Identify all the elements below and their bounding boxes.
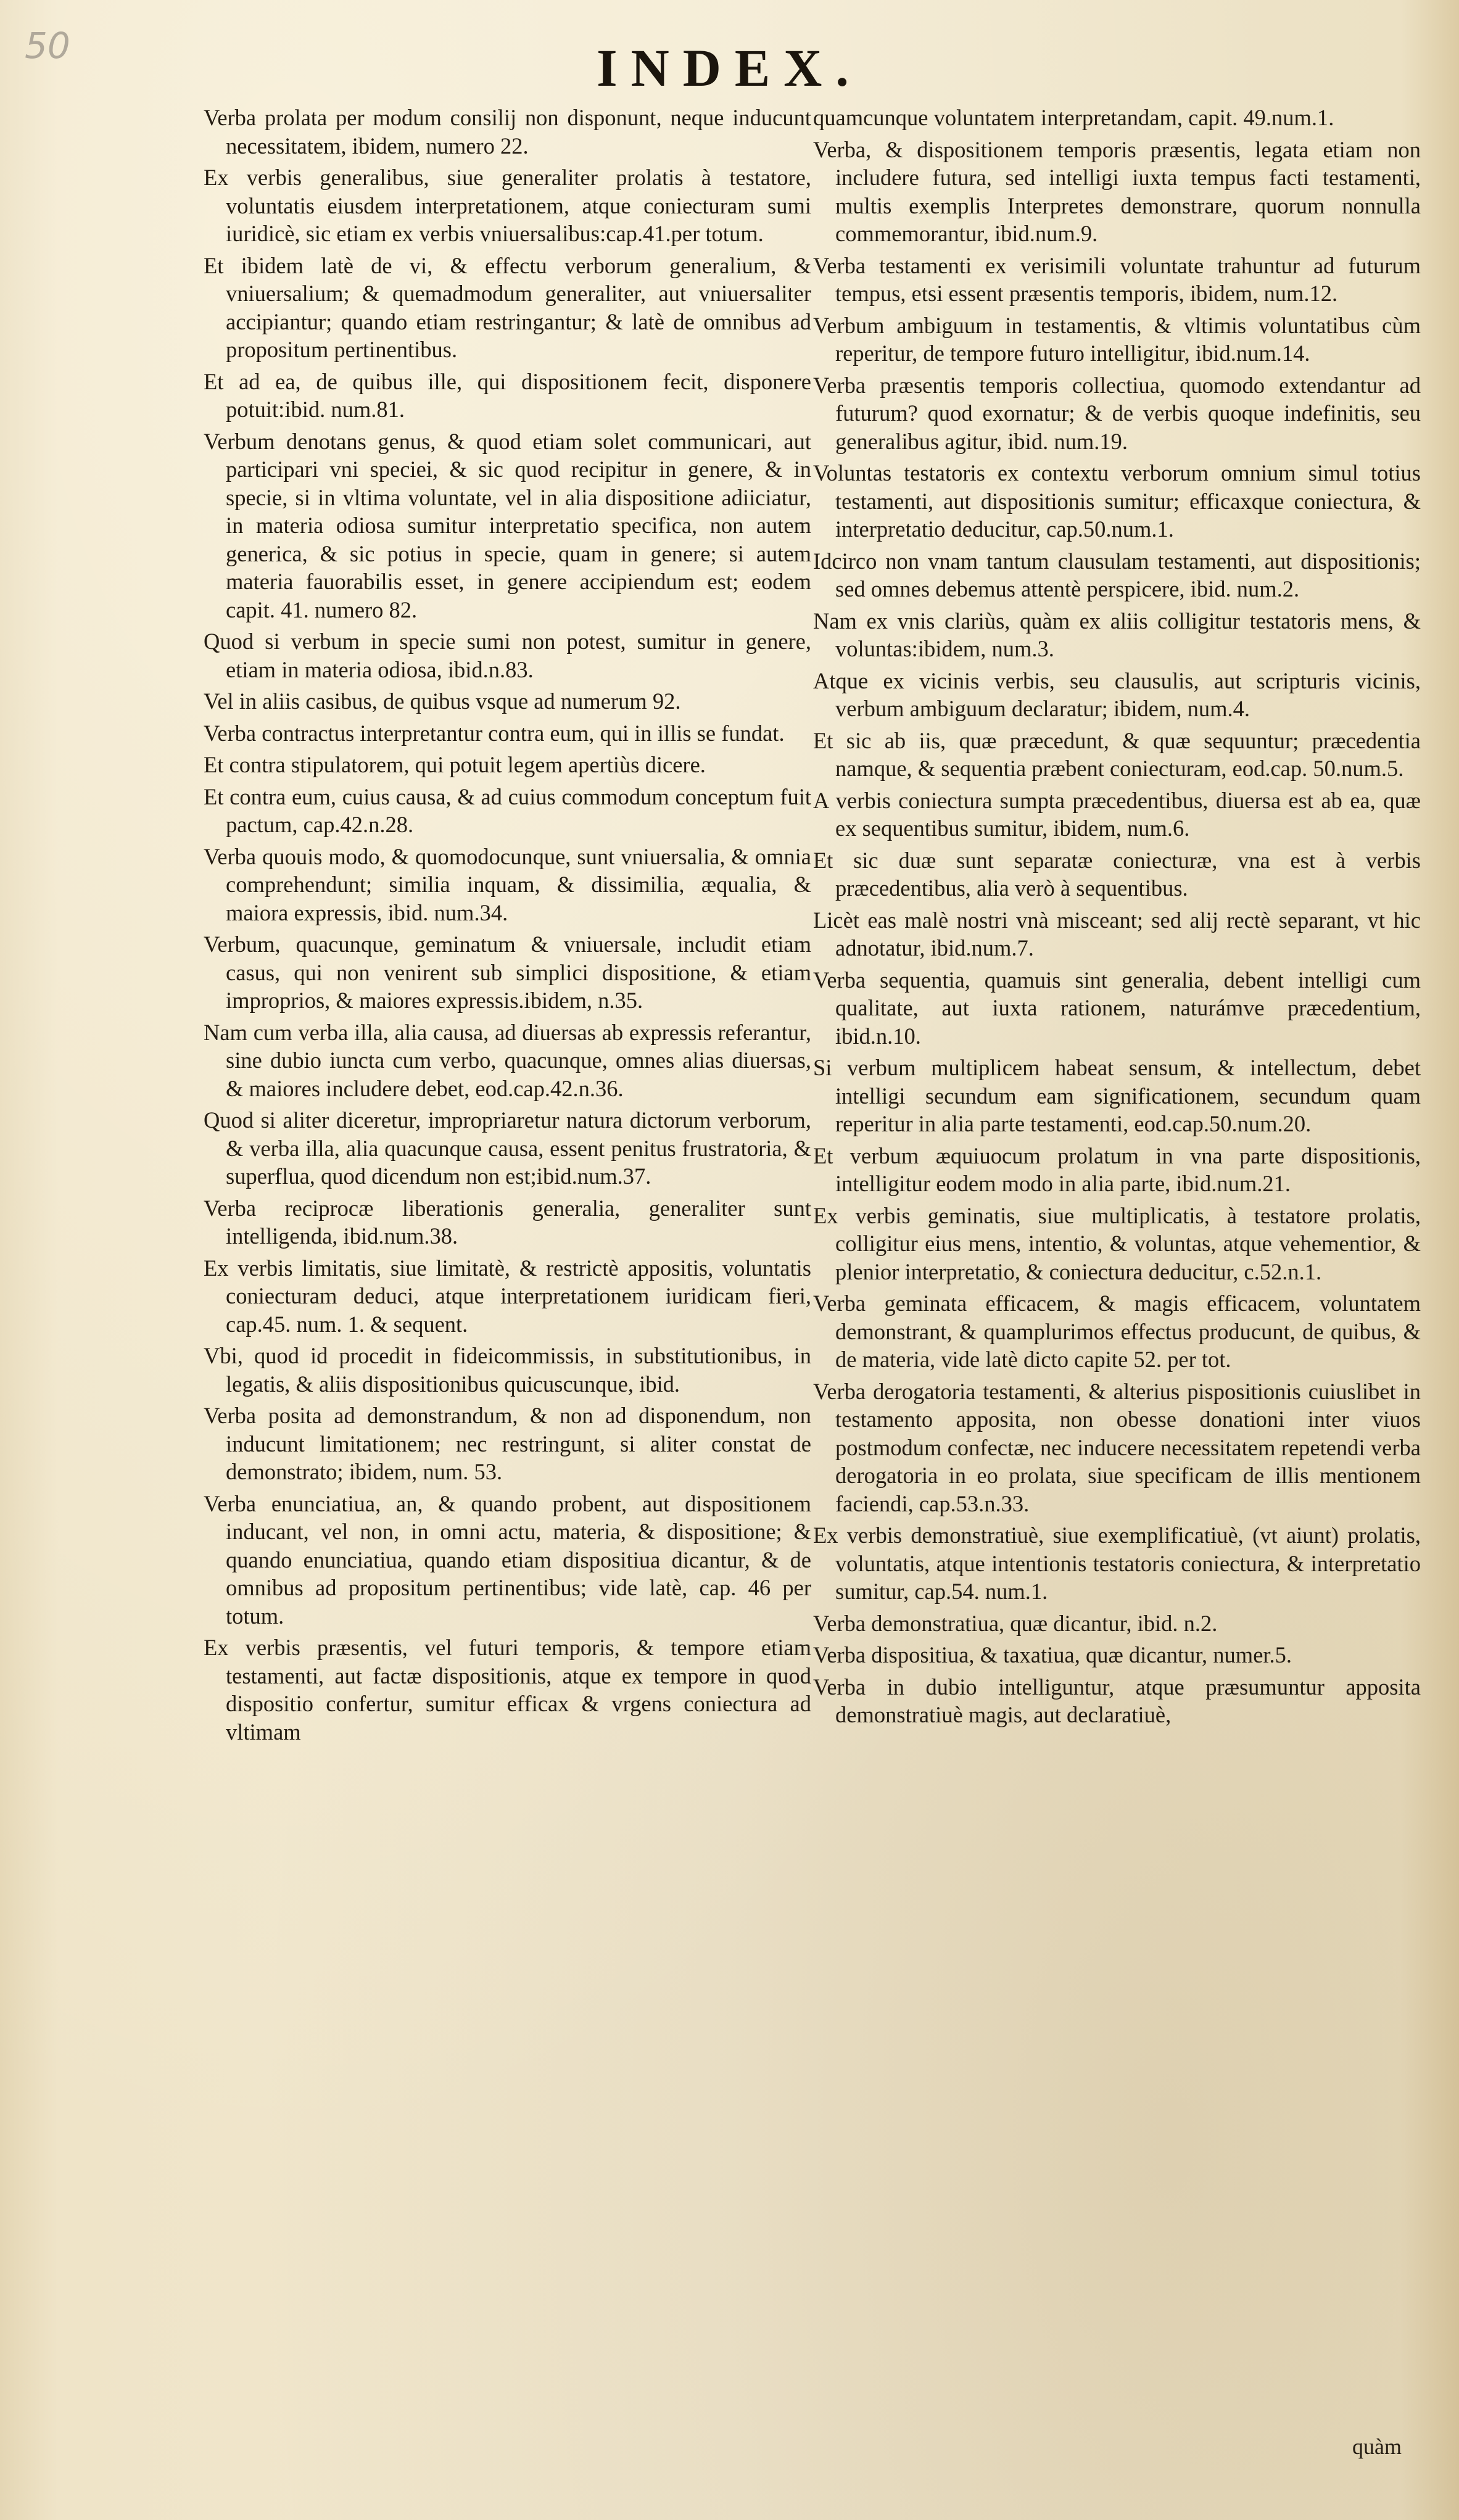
index-entry: Vel in aliis casibus, de quibus vsque ad numerum 92. — [204, 688, 681, 714]
index-entry: Ex verbis generalibus, siue generaliter prolatis à testatore, voluntatis eiusdem interpretationem, atque coniecturam sumi iuridicè, sic etiam ex verbis vniuersalibus:cap.41.per totum. — [204, 165, 811, 246]
index-entry: Verba quouis modo, & quomodocunque, sunt vniuersalia, & omnia comprehendunt; similia inquam, & dissimilia, æqualia, & maiora expressis, ibid. num.34. — [204, 843, 811, 925]
index-entry: quamcunque voluntatem interpretandam, capit. 49.num.1. — [813, 105, 1334, 130]
index-entry: Si verbum multiplicem habeat sensum, & intellectum, debet intelligi secundum eam significationem, secundum quam reperitur in alia parte testamenti, eod.cap.50.num.20. — [813, 1055, 1421, 1136]
index-entry: Ex verbis geminatis, siue multiplicatis, à testatore prolatis, colligitur eius mens, intentio, & voluntas, atque vehementior, & plenior interpretatio, & coniectura deducitur, c.52.n.1. — [813, 1202, 1421, 1284]
index-entry: Et contra stipulatorem, qui potuit legem apertiùs dicere. — [204, 752, 706, 777]
index-entry: Et sic ab iis, quæ præcedunt, & quæ sequuntur; præcedentia namque, & sequentia præbent coniecturam, eod.cap. 50.num.5. — [813, 727, 1421, 781]
index-entry: Nam ex vnis clariùs, quàm ex aliis colligitur testatoris mens, & voluntas:ibidem, num.3. — [813, 608, 1421, 661]
folio-number: 50 — [25, 25, 70, 67]
index-entry: Et ad ea, de quibus ille, qui dispositionem fecit, disponere potuit:ibid. num.81. — [204, 368, 811, 422]
index-entry: Quod si verbum in specie sumi non potest, sumitur in genere, etiam in materia odiosa, ibid.n.83. — [204, 629, 811, 682]
index-entry: Verbum, quacunque, geminatum & vniuersale, includit etiam casus, qui non venirent sub simplici dispositione, & etiam improprios, & maiores expressis.ibidem, n.35. — [204, 932, 811, 1013]
index-entry: Vbi, quod id procedit in fideicommissis, in substitutionibus, in legatis, & aliis dispositionibus quicuscunque, ibid. — [204, 1343, 811, 1397]
index-entry: Verba sequentia, quamuis sint generalia, debent intelligi cum qualitate, aut iuxta rationem, naturámve præcedentium, ibid.n.10. — [813, 967, 1421, 1049]
index-entry: Voluntas testatoris ex contextu verborum omnium simul totius testamenti, aut dispositionis sumitur; efficaxque coniectura, & interpretatio deducitur, cap.50.num.1. — [813, 460, 1421, 542]
index-entry: Idcirco non vnam tantum clausulam testamenti, aut dispositionis; sed omnes debemus attentè perspicere, ibid. num.2. — [813, 548, 1421, 601]
index-entry: Verba demonstratiua, quæ dicantur, ibid. n.2. — [813, 1610, 1218, 1636]
index-entry: Verba posita ad demonstrandum, & non ad disponendum, non inducunt limitationem; nec restringunt, si aliter constat de demonstrato; ibidem, num. 53. — [204, 1403, 811, 1484]
index-entry: Et verbum æquiuocum prolatum in vna parte dispositionis, intelligitur eodem modo in alia parte, ibid.num.21. — [813, 1142, 1421, 1196]
index-entry: Verba, & dispositionem temporis præsentis, legata etiam non includere futura, sed intelligi iuxta tempus facti testamenti, multis exemplis Interpretes demonstrare, quorum nonnulla commemorantur, ibid.num.9. — [813, 136, 1421, 246]
index-entry: Verba in dubio intelliguntur, atque præsumuntur apposita demonstratiuè magis, aut declaratiuè, — [813, 1674, 1421, 1727]
index-entry: Verbum ambiguum in testamentis, & vltimis voluntatibus cùm reperitur, de tempore futuro intelligitur, ibid.num.14. — [813, 312, 1421, 366]
index-entry: Verba præsentis temporis collectiua, quomodo extendantur ad futurum? quod exornatur; & de verbis quoque indefinitis, seu generalibus agitur, ibid. num.19. — [813, 372, 1421, 454]
page-title: INDEX. — [597, 38, 862, 97]
index-entry: Ex verbis demonstratiuè, siue exemplificatiuè, (vt aiunt) prolatis, voluntatis, atque intentionis testatoris coniectura, & interpretatio sumitur, cap.54. num.1. — [813, 1522, 1421, 1604]
index-entry: Verba reciprocæ liberationis generalia, generaliter sunt intelligenda, ibid.num.38. — [204, 1195, 811, 1249]
index-entry: Nam cum verba illa, alia causa, ad diuersas ab expressis referantur, sine dubio iuncta cum verbo, quacunque, omnes alias diuersas, & maiores includere debet, eod.cap.42.n.36. — [204, 1019, 811, 1101]
index-entry: Verbum denotans genus, & quod etiam solet communicari, aut participari vni speciei, & sic quod recipitur in genere, & in specie, si in vltima voluntate, vel in alia dispositione adiiciatur, in materia odiosa sumitur interpretatio specifica, non autem generica, & sic potius in specie, quam in genere; si autem materia fauorabilis esset, in genere accipiendum est; eodem capit. 41. numero 82. — [204, 428, 811, 622]
index-entry: Et sic duæ sunt separatæ coniecturæ, vna est à verbis præcedentibus, alia verò à sequentibus. — [813, 847, 1421, 901]
index-entry: Verba derogatoria testamenti, & alterius pispositionis cuiuslibet in testamento apposita, non obesse donationi inter viuos postmodum confectæ, nec inducere necessitatem repetendi verba derogatoria in eo prolata, siue specificam de illis mentionem faciendi, cap.53.n.33. — [813, 1378, 1421, 1516]
index-entry: Atque ex vicinis verbis, seu clausulis, aut scripturis vicinis, verbum ambiguum declaratur; ibidem, num.4. — [813, 667, 1421, 721]
index-entry: Ex verbis præsentis, vel futuri temporis, & tempore etiam testamenti, aut factæ dispositionis, atque ex tempore in quod dispositio confertur, sumitur efficax & vrgens coniectura ad vltimam — [204, 1635, 811, 1745]
index-entry: Ex verbis limitatis, siue limitatè, & restrictè appositis, voluntatis coniecturam deduci, atque interpretationem iuridicam fieri, cap.45. num. 1. & sequent. — [204, 1255, 811, 1337]
index-entry: Quod si aliter diceretur, impropriaretur natura dictorum verborum, & verba illa, alia quacunque causa, essent penitus frustratoria, & superflua, quod dicendum non est;ibid.num.37. — [204, 1107, 811, 1189]
index-column-left — [204, 104, 811, 1750]
index-entry: Et contra eum, cuius causa, & ad cuius commodum conceptum fuit pactum, cap.42.n.28. — [204, 783, 811, 837]
index-column-right — [813, 104, 1421, 1733]
catchword: quàm — [1352, 2434, 1402, 2459]
index-entry: A verbis coniectura sumpta præcedentibus, diuersa est ab ea, quæ ex sequentibus sumitur, ibidem, num.6. — [813, 787, 1421, 841]
index-entry: Licèt eas malè nostri vnà misceant; sed alij rectè separant, vt hic adnotatur, ibid.num.7. — [813, 907, 1421, 960]
index-entry: Verba enunciatiua, an, & quando probent, aut dispositionem inducant, vel non, in omni actu, materia, & dispositione; & quando enunciatiua, quando etiam dispositiua dicantur, & de omnibus ad propositum pertinentibus; vide latè, cap. 46 per totum. — [204, 1490, 811, 1629]
index-entry: Et ibidem latè de vi, & effectu verborum generalium, & vniuersalium; & quemadmodum generaliter, aut vniuersaliter accipiantur; quando etiam restringantur; & latè de omnibus ad propositum pertinentibus. — [204, 252, 811, 362]
index-entry: Verba testamenti ex verisimili voluntate trahuntur ad futurum tempus, etsi essent præsentis temporis, ibidem, num.12. — [813, 252, 1421, 306]
index-entry: Verba prolata per modum consilij non disponunt, neque inducunt necessitatem, ibidem, numero 22. — [204, 105, 811, 159]
index-entry: Verba dispositiua, & taxatiua, quæ dicantur, numer.5. — [813, 1642, 1292, 1667]
index-entry: Verba geminata efficacem, & magis efficacem, voluntatem demonstrant, & quamplurimos effectus producunt, de quibus, & de materia, vide latè dicto capite 52. per tot. — [813, 1291, 1421, 1372]
index-entry: Verba contractus interpretantur contra eum, qui in illis se fundat. — [204, 720, 785, 746]
